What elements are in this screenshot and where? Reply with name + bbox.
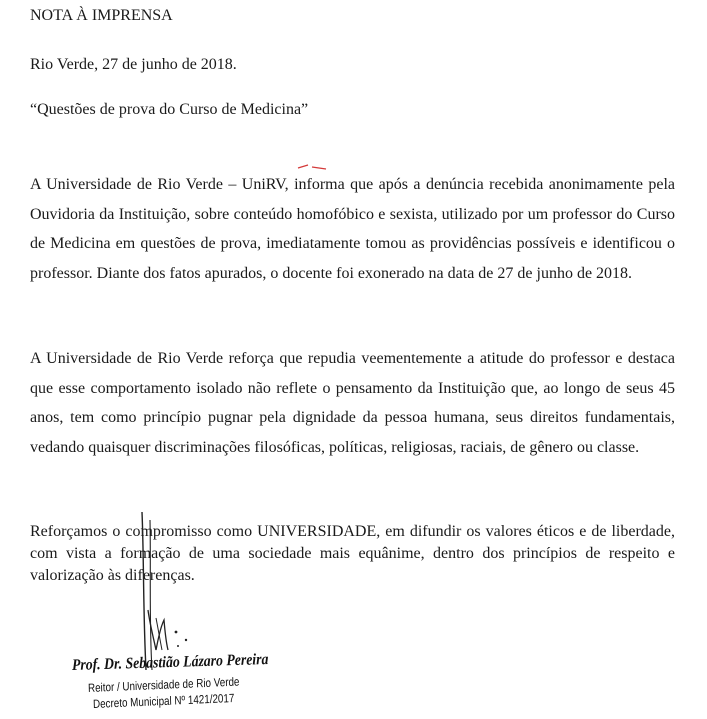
paragraph-commitment: Reforçamos o compromisso como UNIVERSIDADE, em difundir os valores éticos e de liberdade, com vista a formação de uma sociedade mais equânime, dentro dos princípios de respeito e valorização às diferenças. (30, 523, 675, 584)
document-title: NOTA À IMPRENSA (30, 7, 173, 24)
signatory-decree: Decreto Municipal Nº 1421/2017 (92, 690, 235, 711)
paragraph-complaint: A Universidade de Rio Verde – UniRV, informa que após a denúncia recebida anonimamente pela Ouvidoria da Instituição, sobre conteúdo homofóbico e sexista, utilizado por um professor do Curso de Medicina em questões de prova, imediatamente tomou as providências possíveis e identificou o professor. Diante dos fatos apurados, o docente foi exonerado na data de 27 de junho de 2018. (30, 176, 675, 282)
signatory-role: Reitor / Universidade de Rio Verde (87, 674, 240, 695)
paragraph-repudiation: A Universidade de Rio Verde reforça que repudia veementemente a atitude do professor e destaca que esse comportamento isolado não reflete o pensamento da Instituição que, ao longo de seus 45 anos, tem como princípio pugnar pela dignidade da pessoa humana, seus direitos fundamentais, vedando quaisquer discriminações filosóficas, políticas, religiosas, raciais, de gênero ou classe. (30, 350, 675, 456)
place-date: Rio Verde, 27 de junho de 2018. (30, 56, 237, 73)
signatory-name: Prof. Dr. Sebastião Lázaro Pereira (71, 651, 269, 674)
subject-line: “Questões de prova do Curso de Medicina” (30, 101, 309, 118)
